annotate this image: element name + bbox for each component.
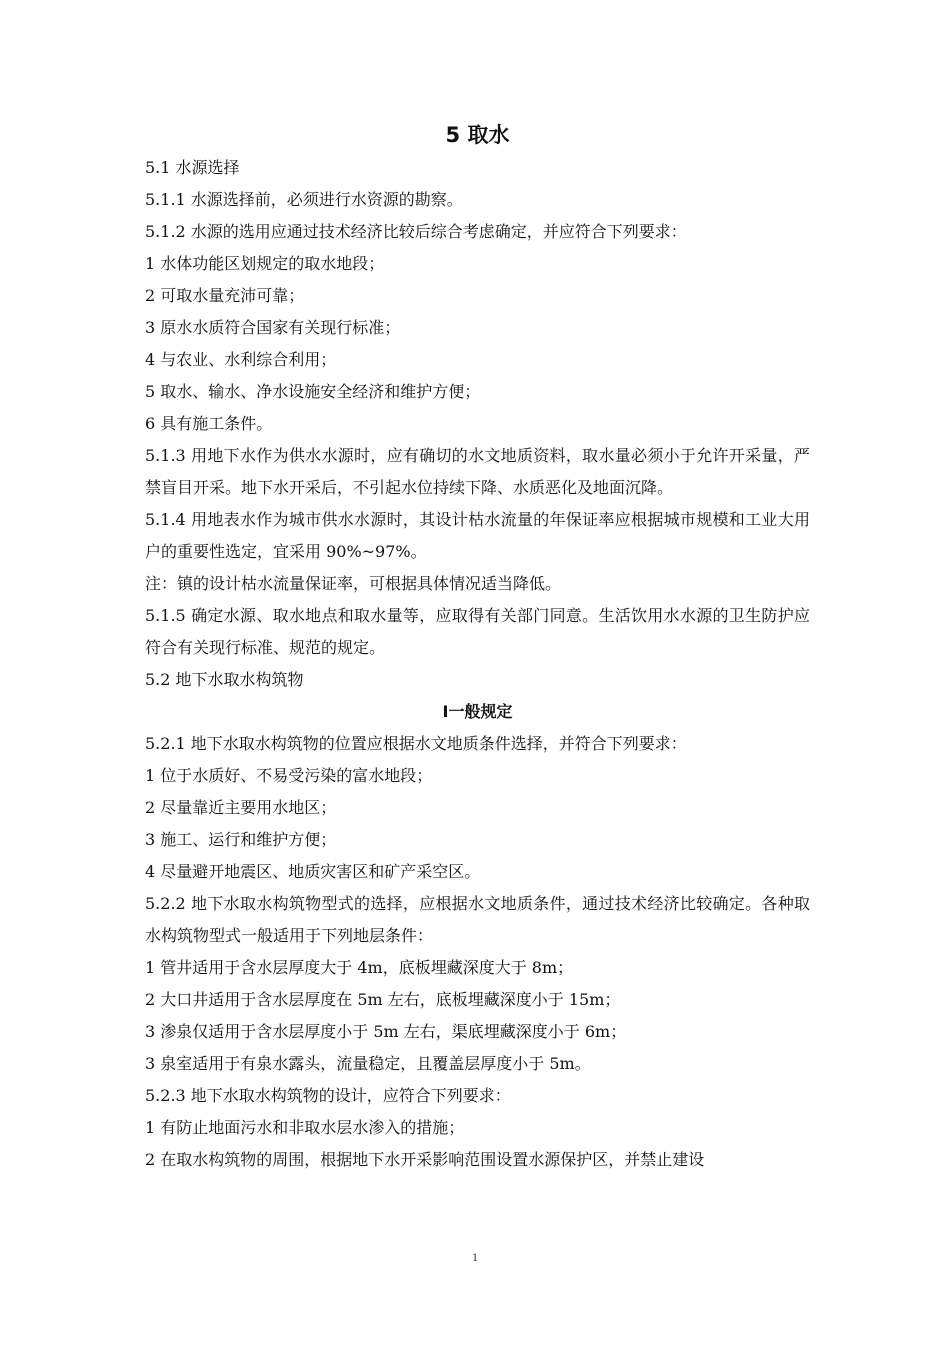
list-item: 6 具有施工条件。 [145,414,273,433]
chapter-title: 5 取水 [445,123,510,147]
paragraph: 5.1.1 水源选择前，必须进行水资源的勘察。 [145,190,463,209]
paragraph: 5.1.2 水源的选用应通过技术经济比较后综合考虑确定，并应符合下列要求： [145,222,687,241]
list-item: 1 水体功能区划规定的取水地段； [145,254,385,273]
paragraph: 5.2.1 地下水取水构筑物的位置应根据水文地质条件选择，并符合下列要求： [145,734,687,753]
paragraph: 5.2.3 地下水取水构筑物的设计，应符合下列要求： [145,1086,511,1105]
list-item: 1 有防止地面污水和非取水层水渗入的措施； [145,1118,465,1137]
list-item: 3 渗泉仅适用于含水层厚度小于 5m 左右，渠底埋藏深度小于 6m； [145,1022,627,1041]
list-item: 4 与农业、水利综合利用； [145,350,337,369]
section-heading: 5.1 水源选择 [145,158,240,177]
list-item: 2 在取水构筑物的周围，根据地下水开采影响范围设置水源保护区，并禁止建设 [145,1150,705,1169]
section-heading: 5.2 地下水取水构筑物 [145,670,304,689]
list-item: 4 尽量避开地震区、地质灾害区和矿产采空区。 [145,862,481,881]
paragraph: 5.2.2 地下水取水构筑物型式的选择，应根据水文地质条件，通过技术经济比较确定。各种取水构筑物型式一般适用于下列地层条件： [145,894,810,945]
list-item: 5 取水、输水、净水设施安全经济和维护方便； [145,382,481,401]
list-item: 3 泉室适用于有泉水露头，流量稳定，且覆盖层厚度小于 5m。 [145,1054,591,1073]
subsection-heading: Ⅰ一般规定 [442,702,513,721]
list-item: 3 施工、运行和维护方便； [145,830,337,849]
list-item: 1 位于水质好、不易受污染的富水地段； [145,766,433,785]
list-item: 2 大口井适用于含水层厚度在 5m 左右，底板埋藏深度小于 15m； [145,990,621,1009]
list-item: 1 管井适用于含水层厚度大于 4m，底板埋藏深度大于 8m； [145,958,574,977]
paragraph: 5.1.4 用地表水作为城市供水水源时，其设计枯水流量的年保证率应根据城市规模和工业大用户的重要性选定，宜采用 90%~97%。 [145,510,810,561]
paragraph: 5.1.5 确定水源、取水地点和取水量等，应取得有关部门同意。生活饮用水水源的卫生防护应符合有关现行标准、规范的规定。 [145,606,810,657]
note: 注：镇的设计枯水流量保证率，可根据具体情况适当降低。 [145,574,562,593]
page-content [145,118,810,1176]
list-item: 3 原水水质符合国家有关现行标准； [145,318,401,337]
list-item: 2 可取水量充沛可靠； [145,286,305,305]
paragraph: 5.1.3 用地下水作为供水水源时，应有确切的水文地质资料，取水量必须小于允许开采量，严禁盲目开采。地下水开采后，不引起水位持续下降、水质恶化及地面沉降。 [145,446,810,497]
page-number: 1 [472,1250,478,1264]
list-item: 2 尽量靠近主要用水地区； [145,798,337,817]
